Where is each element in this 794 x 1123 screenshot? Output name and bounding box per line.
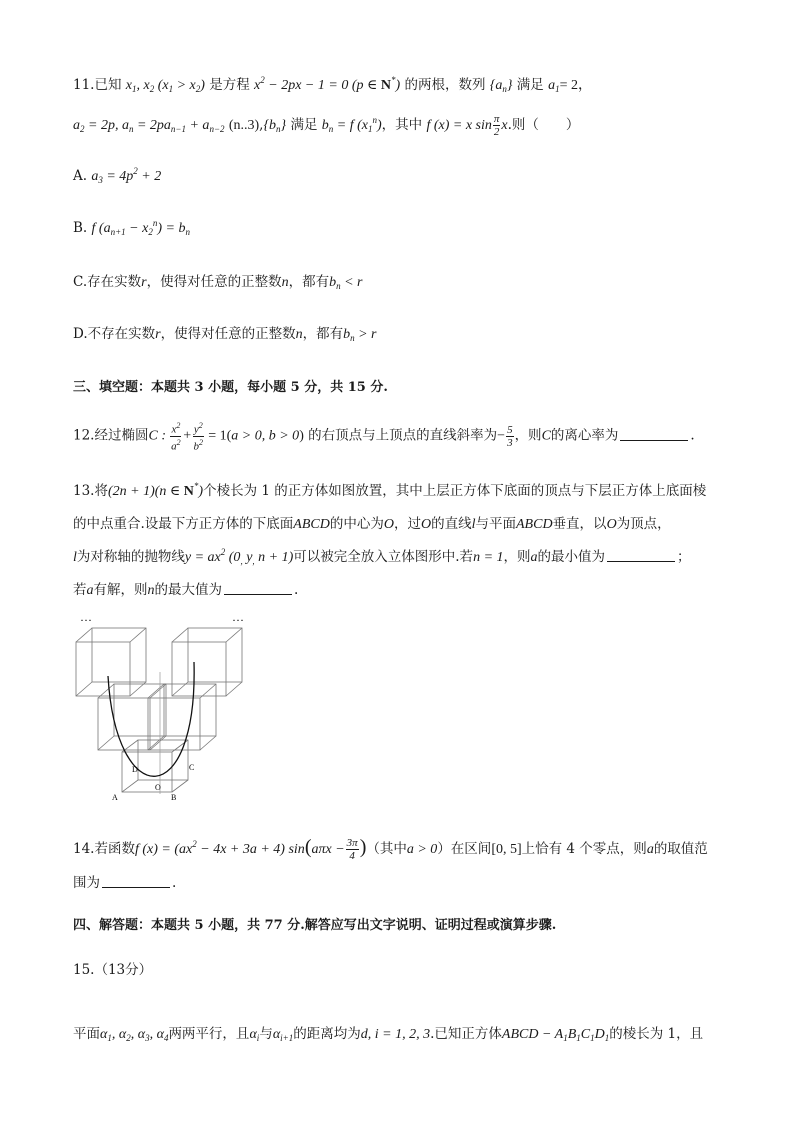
text: 14.若函数 — [73, 841, 135, 857]
math-bn: $b_n = f$ $(x_1^n)$ — [321, 115, 382, 134]
math: f $(a_{n+1} - x_2^n) = b_n$ — [91, 218, 190, 237]
label-C: C — [189, 763, 195, 772]
ellipsis-right: ··· — [232, 613, 244, 627]
text: 围为 — [73, 875, 100, 891]
text: 的中点重合.设最下方正方体的下底面 — [73, 516, 294, 532]
math-a1: $a_1$ — [548, 78, 560, 94]
q14-line-2 — [73, 871, 176, 891]
cube-parabola-figure — [68, 612, 258, 808]
text: ，使得对任意的正整数 — [160, 326, 296, 342]
math: $a_3 = 4p^2 + 2$ — [91, 166, 162, 185]
text: 经过椭圆 — [94, 427, 149, 444]
text: ，其中 — [381, 117, 423, 133]
q11-option-a — [73, 166, 161, 185]
text: ，过 — [393, 516, 421, 532]
q11-line-1 — [73, 73, 592, 94]
question-number: 11. — [73, 77, 95, 93]
text: 的取值范 — [653, 841, 708, 857]
q11-option-c: C.存在实数r，使得对任意的正整数n，都有$b_n < r$ — [73, 274, 363, 291]
text: 若 — [73, 582, 87, 598]
text: ，都有 — [288, 274, 330, 290]
label-O: O — [155, 783, 161, 792]
text: 13.将 — [73, 483, 108, 499]
text: 平面 — [73, 1026, 100, 1042]
text: 的距离均为 — [293, 1026, 361, 1042]
section-4-heading: 四、解答题：本题共 5 小题，共 77 分.解答应写出文字说明、证明过程或演算步骤. — [73, 918, 557, 933]
math-frac-5-3: $\frac{5}{3}$ — [507, 423, 513, 449]
text: C.存在实数 — [73, 274, 142, 290]
text: 与 — [259, 1026, 273, 1042]
answer-blank[interactable] — [620, 428, 688, 441]
math-frac-pi-2: $\frac{\pi}{2}$ — [493, 113, 500, 138]
answer-blank[interactable] — [607, 549, 675, 562]
option-label: A. — [73, 168, 88, 184]
ellipsis-left: ··· — [80, 613, 92, 627]
text: .已知正方体 — [430, 1026, 502, 1042]
text: ，使得对任意的正整数 — [146, 274, 282, 290]
label-B: B — [171, 793, 177, 802]
math-f: f (x) = x sin — [426, 118, 492, 133]
text: 上恰有 4 个零点，则 — [521, 841, 647, 857]
text: 个棱长为 1 的正方体如图放置，其中上层正方体下底面的顶点与下层正方体上底面棱 — [203, 483, 707, 499]
text: . — [172, 875, 177, 891]
math-frac-3pi-4: $\frac{3\pi}{4}$ — [346, 837, 358, 862]
text: ，则 — [503, 549, 531, 565]
text: 的棱长为 1，且 — [609, 1026, 704, 1042]
label-A: A — [112, 793, 118, 802]
text: 的右顶点与上顶点的直线斜率为 — [308, 427, 498, 444]
math-recurrence: $a_2 = 2p$, $a_n = 2pa_{n-1} + a_{n-2}$ — [73, 118, 225, 134]
text: ； — [677, 549, 691, 565]
q14-line-1: 14.若函数f $(x) = (ax^2 - 4x + 3a + 4) \sin(a\pi x$ − $\frac{3\pi}{4}$ )（其中a > 0）在区间[0, 5]上恰有 4 个零点，则a的取值范 — [73, 836, 708, 862]
text: 满足 — [290, 117, 318, 133]
text: 的离心率为 — [550, 427, 619, 444]
text: 的直线 — [431, 516, 472, 532]
parabola-curve — [108, 662, 194, 776]
math-frac: $\frac{y^2}{b^2}$ — [193, 421, 204, 453]
q13-line-2: 的中点重合.设最下方正方体的下底面ABCD的中心为O，过O的直线l与平面ABCD垂直，以O为顶点， — [73, 516, 671, 532]
math-equation: $x^2 - 2px - 1 = 0$ (p ∈ N*) — [254, 75, 401, 93]
text: ，都有 — [302, 326, 344, 342]
text: 的最小值为 — [537, 549, 606, 565]
text: ）在区间 — [437, 841, 492, 857]
math-frac: $\frac{x^2}{a^2}$ — [171, 421, 181, 453]
text: . — [690, 427, 695, 444]
text: 的两根，数列 — [404, 77, 486, 93]
text: D.不存在实数 — [73, 326, 156, 342]
text: 与平面 — [475, 516, 516, 532]
q13-line-4: 若a有解，则n的最大值为 . — [73, 582, 299, 598]
q11-line-2: $a_2 = 2p$, $a_n = 2pa_{n-1} + a_{n-2}$ $(n..3),\{b_n\}$ 满足 $b_n = f$ $(x_1^n)$，其中 f (x) = x sin $\frac{\pi}{2}$ x.则（ ） — [73, 113, 580, 138]
text: ，则 — [514, 427, 542, 444]
text: (n..3) — [228, 118, 260, 133]
section-3-heading: 三、填空题：本题共 3 小题，每小题 5 分，共 15 分. — [73, 380, 388, 395]
label-D: D — [132, 765, 138, 774]
text: 是方程 — [209, 77, 250, 93]
option-label: B. — [73, 220, 88, 236]
q12-line: 12.经过椭圆C : $\frac{x^2}{a^2}$ + $\frac{y^2}{b^2}$ = 1(a > 0, b > 0) 的右顶点与上顶点的直线斜率为− $\frac{5}{3}$ ，则C的离心率为 . — [73, 421, 695, 453]
text: 为顶点， — [616, 516, 671, 532]
math-roots: $x_1$, $x_2$ $(x_1 > x_2)$ — [125, 78, 205, 94]
text: .则（ ） — [507, 117, 580, 133]
q15-line-1: 平面$\alpha_1$, $\alpha_2$, $\alpha_3$, $\alpha_4$两两平行，且$\alpha_i$与$\alpha_{i+1}$的距离均为d, i = 1, 2, 3.已知正方体ABCD − $A_1B_1C_1D_1$的棱长为 1，且 — [73, 1026, 704, 1043]
q15-header: 15.（13分） — [73, 962, 153, 978]
text: 的最大值为 — [154, 582, 222, 598]
q13-line-1: 13.将(2n + 1)(n ∈ N*)个棱长为 1 的正方体如图放置，其中上层正方体下底面的顶点与下层正方体上底面棱 — [73, 481, 707, 499]
text: 有解，则 — [93, 582, 148, 598]
q13-line-3: l为对称轴的抛物线$y = ax^2$ ($0_,$ $y_,$ n + 1)可以被完全放入立体图形中.若n = 1，则a的最小值为 ； — [73, 547, 691, 566]
question-number: 12. — [73, 427, 95, 444]
text: . — [294, 582, 299, 598]
q11-option-b — [73, 218, 190, 237]
q11-option-d: D.不存在实数r，使得对任意的正整数n，都有$b_n > r$ — [73, 326, 377, 343]
text: （其中 — [366, 841, 407, 857]
text: 的中心为 — [329, 516, 384, 532]
text: 为对称轴的抛物线 — [76, 549, 185, 565]
answer-blank[interactable] — [102, 875, 170, 888]
text: 垂直，以 — [552, 516, 607, 532]
text: 两两平行，且 — [168, 1026, 250, 1042]
text: 可以被完全放入立体图形中.若 — [293, 549, 474, 565]
text: 满足 — [516, 77, 544, 93]
answer-blank[interactable] — [224, 582, 292, 595]
text: = 2， — [559, 78, 592, 93]
math-seq: $\{a_n\}$ — [489, 78, 513, 94]
text: 已知 — [94, 77, 122, 93]
